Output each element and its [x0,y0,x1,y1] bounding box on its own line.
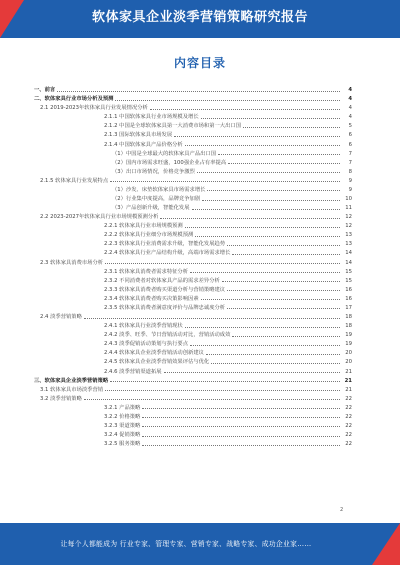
toc-entry-title: （2）国内市场需求旺盛，100强企业占有率提高 [112,159,227,166]
toc-entry[interactable] [34,93,352,102]
toc-entry[interactable] [34,111,352,120]
toc-leader-dots [243,127,340,128]
toc-entry-title: 2.1.1 中国软体家具行业市场规模及增长 [104,114,199,121]
toc-leader-dots [185,327,340,328]
toc-leader-dots [192,209,340,210]
toc-entry-title: 2.1.5 软体家具行业发展特点 [40,177,109,184]
toc-entry-title: 2.4.6 淡季营销渠道拓展 [104,368,162,375]
toc-entry-page: 15 [345,268,352,275]
toc-entry-title: 3.2.1 产品策略 [104,404,141,411]
toc-entry-title: 一、前言 [34,87,56,94]
toc-leader-dots [222,281,340,282]
footer-corner-decoration [372,523,400,565]
toc-entry[interactable] [34,256,352,265]
toc-entry-title: 2.2.3 软体家具行业消费需求升级，智能化发展趋势 [104,241,226,248]
toc-leader-dots [84,399,340,400]
toc-entry[interactable] [34,247,352,256]
toc-entry-page: 22 [345,422,352,429]
toc-entry[interactable] [34,411,352,420]
toc-entry[interactable] [34,311,352,320]
toc-entry-page: 12 [345,214,352,221]
toc-heading: 内容目录 [173,56,226,70]
toc-entry-title: 2.4.5 软体家具企业淡季营销效果评估与优化 [104,359,210,366]
toc-leader-dots [207,190,340,191]
toc-entry[interactable] [34,375,352,384]
toc-entry[interactable] [34,393,352,402]
toc-entry-page: 20 [345,350,352,357]
toc-leader-dots [232,254,340,255]
toc-entry-page: 9 [348,186,352,193]
toc-entry[interactable] [34,102,352,111]
toc-entry-page: 18 [345,314,352,321]
toc-entry[interactable] [34,384,352,393]
page-number: 2 [340,507,344,513]
toc-entry-title: 2.4.3 淡季促销活动策划与执行要点 [104,341,189,348]
report-title: 软体家具企业淡季营销策略研究报告 [91,10,308,25]
toc-leader-dots [115,100,340,101]
toc-entry-page: 21 [345,368,352,375]
toc-entry-title: 2.1.2 中国是全球软体家具第一大消费市场和第一大出口国 [104,123,241,130]
toc-leader-dots [110,381,340,382]
toc-entry-page: 13 [345,232,352,239]
toc-entry-page: 20 [345,359,352,366]
toc-entry-page: 19 [345,332,352,339]
toc-entry-page: 9 [348,177,352,184]
report-footer [0,523,400,565]
toc-leader-dots [201,299,340,300]
toc-entry-title: 2.3.4 软体家具消费者购买决策影响因素 [104,295,199,302]
toc-entry[interactable] [34,266,352,275]
toc-entry[interactable] [34,129,352,138]
toc-entry-title: 2.2.1 软体家具行业市场规模预测 [104,223,183,230]
toc-entry-title: 2.3 软体家具消费市场分析 [40,259,104,266]
toc-leader-dots [150,109,340,110]
toc-entry-page: 7 [348,159,352,166]
toc-entry-title: 3.2.5 服务策略 [104,441,141,448]
toc-leader-dots [84,318,340,319]
toc-entry-title: 2.3.3 软体家具消费者购买渠道分析与营销策略建议 [104,286,226,293]
toc-leader-dots [142,445,340,446]
toc-entry-title: 2.1 2019-2023年软体家具行业发展情况分析 [40,105,148,112]
toc-entry-title: 2.4.4 软体家具企业淡季营销活动创新建议 [104,350,204,357]
toc-leader-dots [232,336,340,337]
toc-entry-title: 2.2.2 软体家具行业细分市场规模预测 [104,232,194,239]
toc-entry-title: （3）产品创新升级，智能化发展 [112,205,190,212]
toc-leader-dots [57,91,340,92]
toc-entry[interactable] [34,365,352,374]
toc-entry[interactable] [34,420,352,429]
toc-entry-page: 15 [345,277,352,284]
toc-entry-title: （2）行业集中度提高，品牌竞争加剧 [112,196,201,203]
toc-entry-page: 6 [348,132,352,139]
toc-entry-page: 12 [345,223,352,230]
toc-entry[interactable] [34,175,352,184]
toc-entry-page: 21 [344,377,352,384]
toc-entry[interactable] [34,302,352,311]
toc-entry-page: 4 [348,105,352,112]
toc-entry-title: （1）中国是全球最大的软体家具产品出口国 [112,150,217,157]
report-header [0,0,400,38]
toc-entry-page: 7 [348,150,352,157]
toc-entry-page: 22 [345,413,352,420]
toc-entry-page: 8 [348,168,352,175]
toc-entry-page: 19 [345,341,352,348]
toc-entry[interactable] [34,329,352,338]
toc-entry-page: 5 [348,123,352,130]
toc-entry-page: 6 [348,141,352,148]
toc-entry-page: 18 [345,323,352,330]
toc-entry-title: 2.3.1 软体家具消费者需求特征分析 [104,268,189,275]
toc-entry-page: 22 [345,395,352,402]
toc-entry-title: 2.3.5 软体家具消费者满意度评价与品牌忠诚度分析 [104,304,226,311]
toc-leader-dots [142,408,340,409]
toc-leader-dots [110,181,340,182]
toc-leader-dots [105,390,340,391]
toc-entry-title: （3）出口市场情况，价格竞争激烈 [112,168,195,175]
toc-entry[interactable] [34,293,352,302]
toc-leader-dots [142,417,340,418]
toc-entry-title: 2.4.2 淡季、旺季、节日营销活动对比，营销活动成效 [104,332,231,339]
toc-leader-dots [206,354,340,355]
toc-entry[interactable] [34,157,352,166]
toc-entry[interactable] [34,84,352,93]
toc-leader-dots [201,118,340,119]
toc-entry-title: 2.3.2 不同消费者对软体家具产品的需求差异分析 [104,277,220,284]
toc-entry[interactable] [34,229,352,238]
toc-leader-dots [211,363,340,364]
toc-entry-page: 22 [345,441,352,448]
toc-entry-title: 2.1.3 国际软体家具市场发展 [104,132,173,139]
toc-entry[interactable] [34,347,352,356]
toc-entry-title: 2.2.4 软体家具行业产品结构升级，高端市场需求增长 [104,250,231,257]
toc-leader-dots [185,145,340,146]
footer-slogan: 让每个人都能成为 行业专家、管理专家、营销专家、战略专家、成功企业家…… [60,540,312,548]
toc-entry-title: 2.1.4 中国软体家具产品价格分析 [104,141,183,148]
toc-entry[interactable] [34,166,352,175]
toc-leader-dots [174,136,340,137]
toc-entry-title: 三、软体家具企业淡季营销策略 [34,377,109,384]
toc-entry-page: 14 [345,250,352,257]
toc-entry[interactable] [34,120,352,129]
toc-leader-dots [197,172,340,173]
toc-entry[interactable] [34,211,352,220]
toc-entry-title: 2.2 2023-2027年软体家具行业市场规模预测分析 [40,214,159,221]
toc-entry[interactable] [34,238,352,247]
toc-entry-page: 4 [348,96,352,103]
toc-entry[interactable] [34,138,352,147]
toc-entry[interactable] [34,193,352,202]
toc-entry[interactable] [34,338,352,347]
toc-leader-dots [160,218,340,219]
toc-entry-page: 16 [345,295,352,302]
toc-entry-title: 3.2.2 价格策略 [104,413,141,420]
toc-leader-dots [227,308,340,309]
toc-entry-page: 4 [348,114,352,121]
toc-entry[interactable] [34,284,352,293]
toc-entry-page: 14 [345,259,352,266]
toc-entry-page: 4 [348,87,352,94]
toc-leader-dots [185,227,340,228]
toc-entry-page: 10 [345,196,352,203]
toc-entry-title: 2.4.1 软体家具行业淡季营销现状 [104,323,183,330]
toc-entry-title: 3.1 软体家具市场淡季营销 [40,386,104,393]
toc-leader-dots [202,200,340,201]
toc-entry[interactable] [34,220,352,229]
toc-entry[interactable] [34,402,352,411]
toc-entry-page: 11 [345,205,352,212]
toc-entry[interactable] [34,202,352,211]
toc-entry-title: （1）沙发、床垫软体家具市场需求增长 [112,186,206,193]
toc-entry-page: 13 [345,241,352,248]
toc-entry[interactable] [34,148,352,157]
toc-entry-title: 二、软体家具行业市场分析及预测 [34,96,114,103]
toc-leader-dots [142,426,340,427]
toc-entry-page: 21 [345,386,352,393]
toc-entry-page: 22 [345,432,352,439]
toc-entry-title: 3.2.4 促销策略 [104,432,141,439]
toc-entry-title: 3.2 淡季营销策略 [40,395,82,402]
toc-leader-dots [195,236,340,237]
toc-leader-dots [227,290,340,291]
toc-leader-dots [227,245,340,246]
toc-leader-dots [190,272,340,273]
toc-leader-dots [228,163,340,164]
toc-entry[interactable] [34,438,352,447]
toc-entry-title: 3.2.3 渠道策略 [104,422,141,429]
toc-entry-page: 17 [345,304,352,311]
toc-leader-dots [105,263,340,264]
toc-leader-dots [190,345,340,346]
toc-entry[interactable] [34,356,352,365]
toc-leader-dots [142,436,340,437]
toc-leader-dots [164,372,340,373]
toc-entry[interactable] [34,429,352,438]
toc-leader-dots [218,154,340,155]
toc-entry-page: 16 [345,286,352,293]
toc-entry-page: 22 [345,404,352,411]
table-of-contents [34,84,352,447]
toc-entry[interactable] [34,184,352,193]
toc-entry[interactable] [34,275,352,284]
toc-entry-title: 2.4 淡季营销策略 [40,314,82,321]
toc-entry[interactable] [34,320,352,329]
